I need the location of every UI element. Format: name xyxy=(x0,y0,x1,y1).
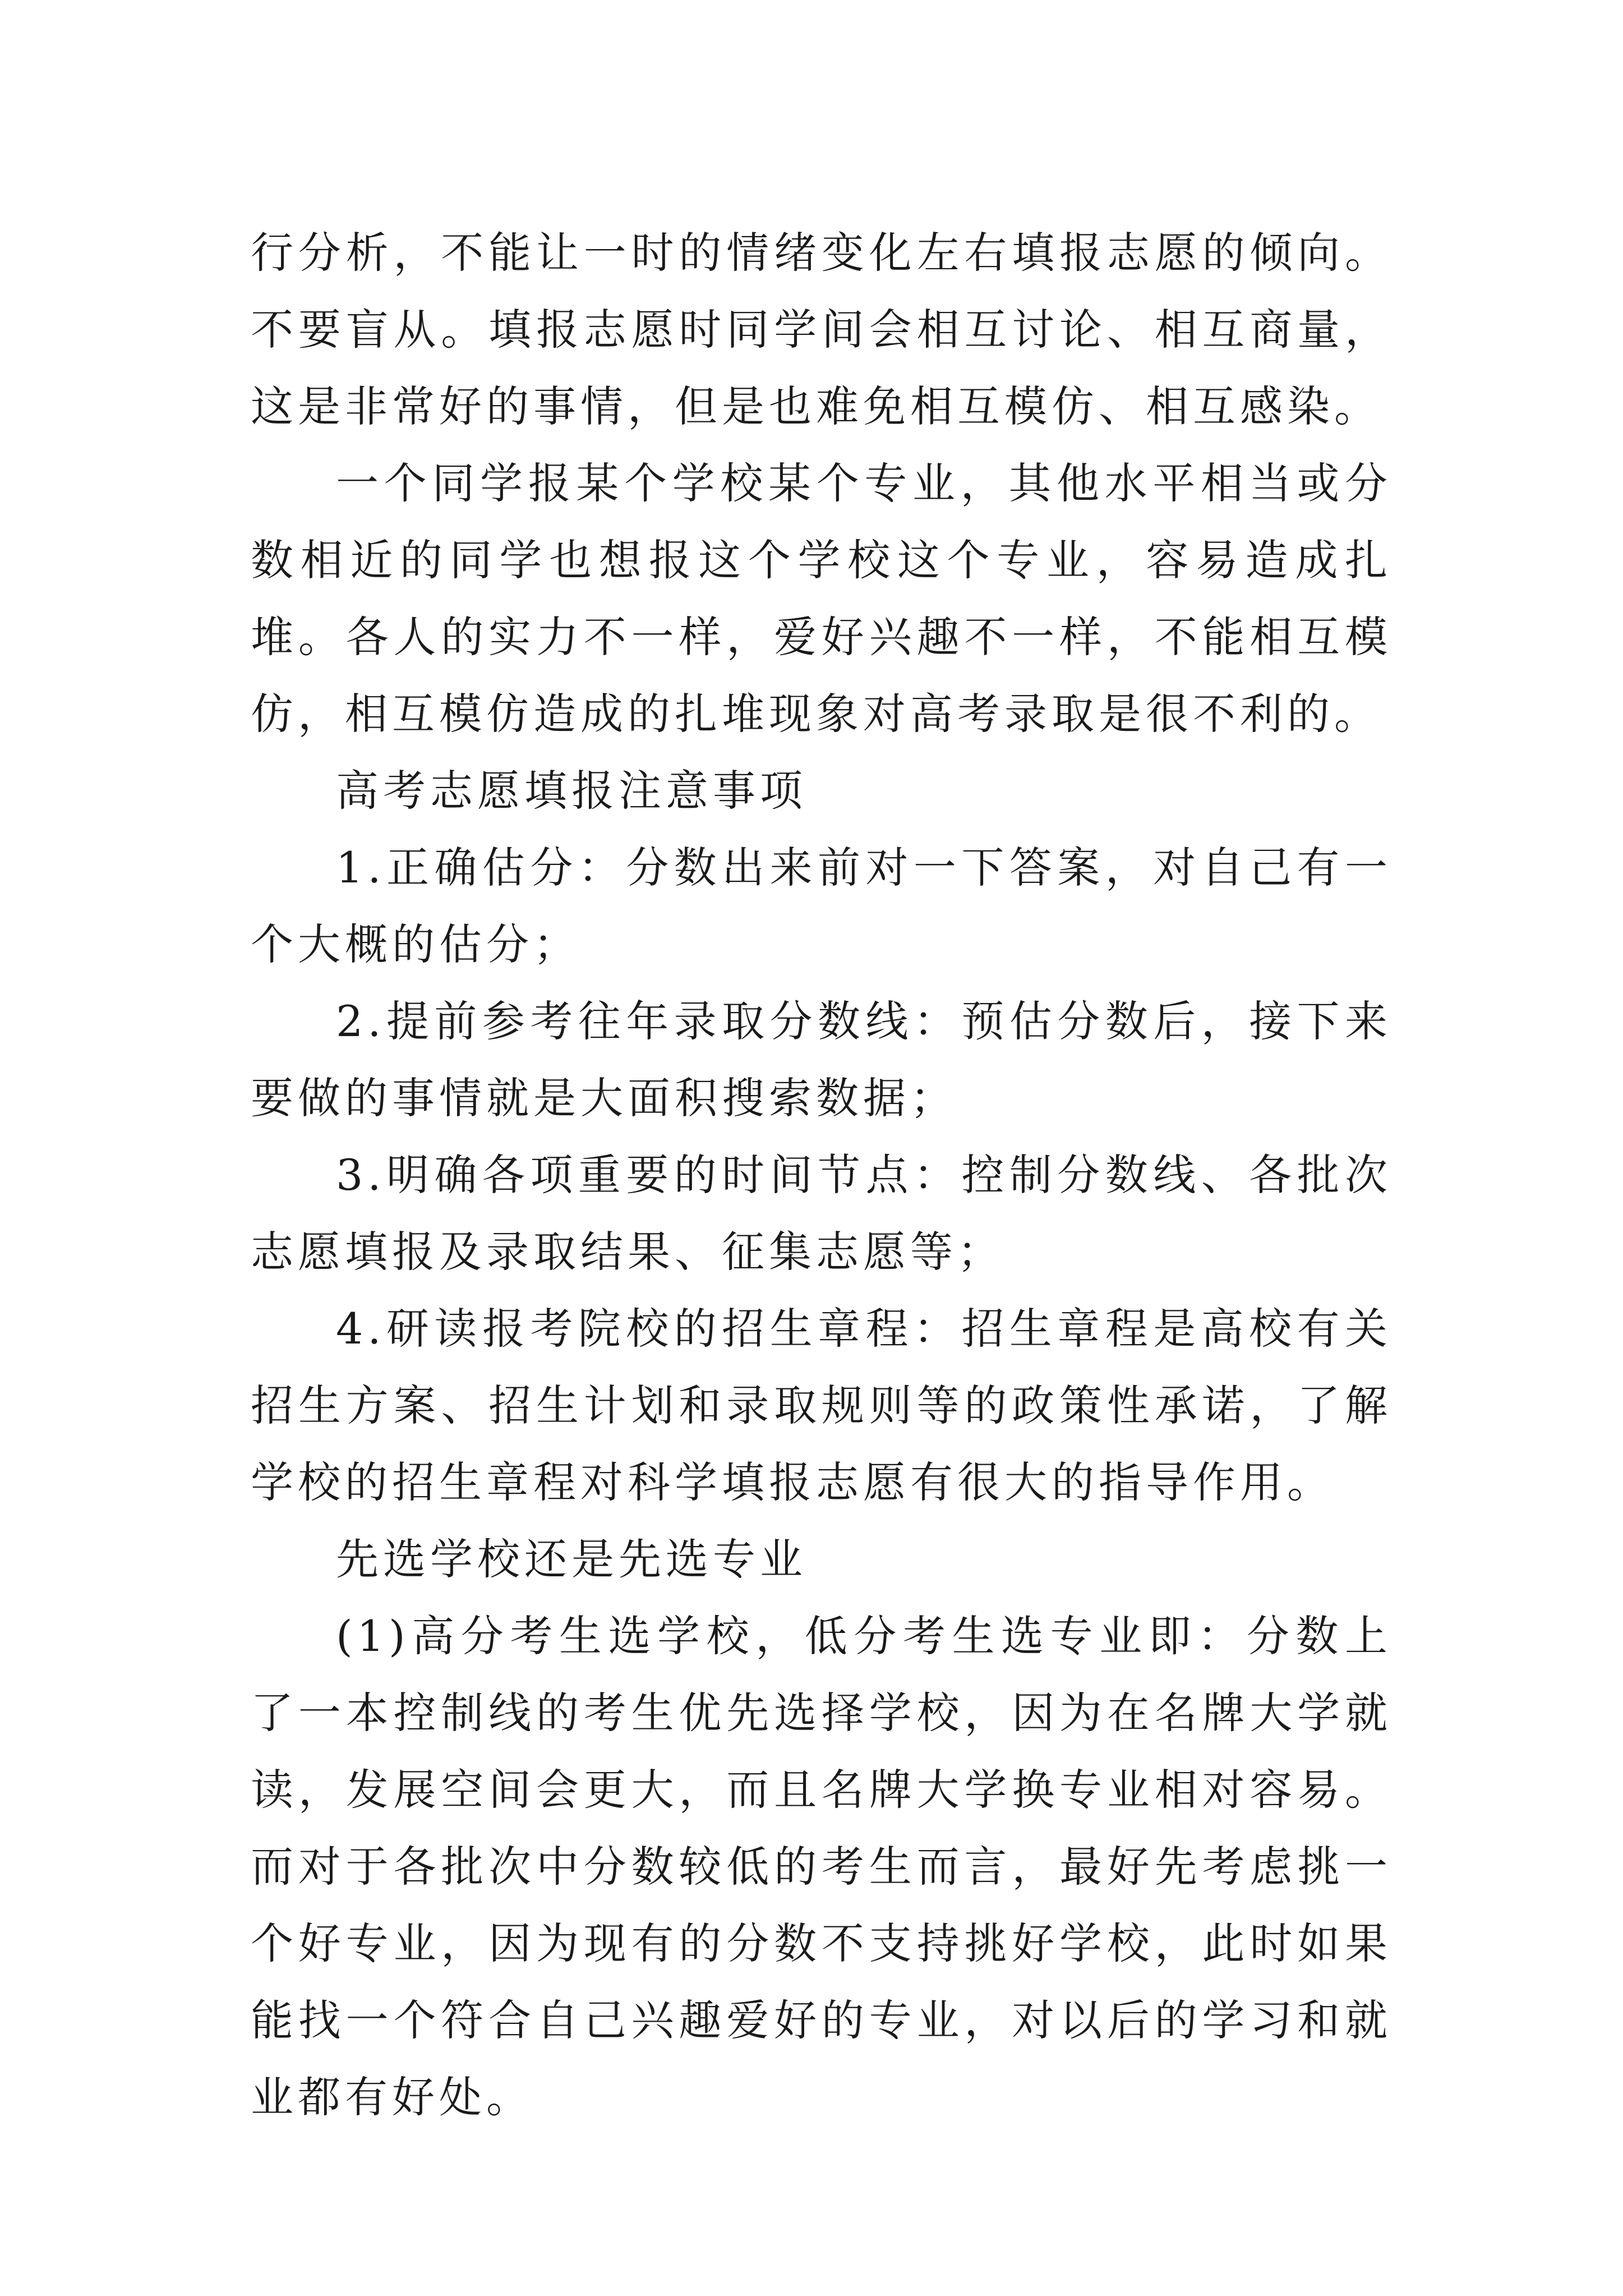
list-item-3: 3.明确各项重要的时间节点：控制分数线、各批次志愿填报及录取结果、征集志愿等； xyxy=(251,1150,1392,1277)
list-item-4: 4.研读报考院校的招生章程：招生章程是高校有关招生方案、招生计划和录取规则等的政策性承诺，了解学校的招生章程对科学填报志愿有很大的指导作用。 xyxy=(251,1304,1392,1507)
section-heading-notes: 高考志愿填报注意事项 xyxy=(336,766,807,816)
paragraph-continuation: 行分析，不能让一时的情绪变化左右填报志愿的倾向。不要盲从。填报志愿时同学间会相互讨论、相互商量，这是非常好的事情，但是也难免相互模仿、相互感染。 xyxy=(251,228,1392,431)
section-heading-school-or-major: 先选学校还是先选专业 xyxy=(336,1534,807,1584)
list-item-2: 2.提前参考往年录取分数线：预估分数后，接下来要做的事情就是大面积搜索数据； xyxy=(251,996,1392,1123)
list-item-1: 1.正确估分：分数出来前对一下答案，对自己有一个大概的估分； xyxy=(251,843,1392,969)
paragraph-herd-imitation: 一个同学报某个学校某个专业，其他水平相当或分数相近的同学也想报这个学校这个专业，容易造成扎堆。各人的实力不一样，爱好兴趣不一样，不能相互模仿，相互模仿造成的扎堆现象对高考录取是很不利的。 xyxy=(251,458,1392,739)
document-page xyxy=(251,214,1392,2136)
paragraph-school-or-major: (1)高分考生选学校，低分考生选专业即：分数上了一本控制线的考生优先选择学校，因为在名牌大学就读，发展空间会更大，而且名牌大学换专业相对容易。而对于各批次中分数较低的考生而言，最好先考虑挑一个好专业，因为现有的分数不支持挑好学校，此时如果能找一个符合自己兴趣爱好的专业，对以后的学习和就业都有好处。 xyxy=(251,1611,1392,2122)
